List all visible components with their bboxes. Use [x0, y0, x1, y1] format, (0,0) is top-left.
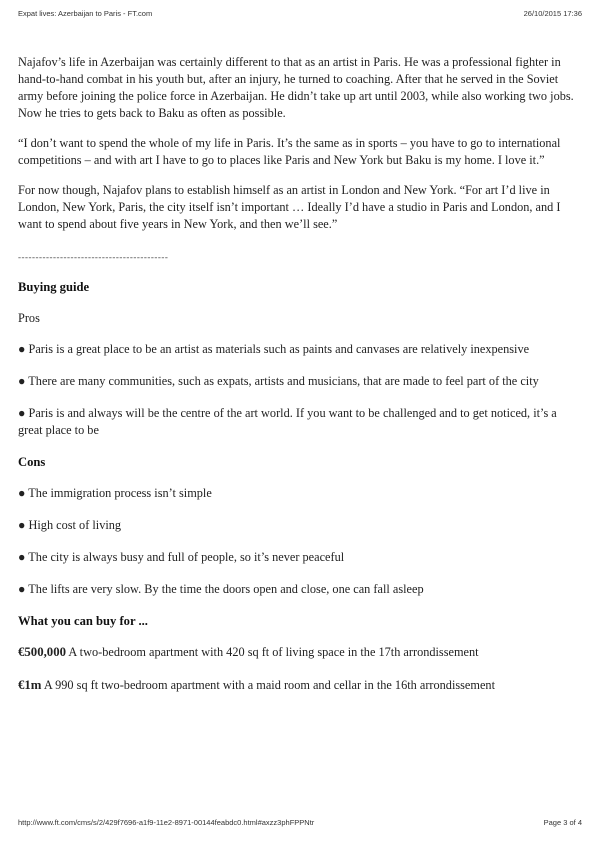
cons-item: ● High cost of living	[18, 518, 122, 532]
price-description: A two-bedroom apartment with 420 sq ft of living space in the 17th arrondissement	[66, 645, 479, 659]
article-paragraph: For now though, Najafov plans to establish himself as an artist in London and New York. “For art I’d live in London, New York, Paris, the city itself isn’t important … Ideally I’d have a studio in Paris and London, and I want to spend about five years in New York, and then we’ll see.”	[18, 183, 561, 231]
section-separator: -------------------------------------------	[18, 252, 169, 262]
article-body	[18, 54, 580, 710]
article-paragraph: Najafov’s life in Azerbaijan was certainly different to that as an artist in Paris. He was a professional fighter in hand-to-hand combat in his youth but, after an injury, he turned to coaching. After that he served in the Soviet army before joining the police force in Azerbaijan. He didn’t take up art until 2003, while also working two jobs. Now he tries to gets back to Baku as often as possible.	[18, 55, 574, 120]
page-number: Page 3 of 4	[543, 818, 582, 827]
pros-item: ● Paris is and always will be the centre of the art world. If you want to be challenged and to get noticed, it’s a great place to be	[18, 406, 557, 437]
cons-heading: Cons	[18, 455, 46, 469]
cons-item: ● The immigration process isn’t simple	[18, 486, 212, 500]
print-footer	[18, 818, 582, 827]
print-datetime: 26/10/2015 17:36	[523, 9, 582, 18]
price-item	[18, 644, 580, 661]
page-url: http://www.ft.com/cms/s/2/429f7696-a1f9-11e2-8971-00144feabdc0.html#axzz3phFPPNtr	[18, 818, 315, 827]
cons-item: ● The lifts are very slow. By the time the doors open and close, one can fall asleep	[18, 582, 424, 596]
pros-item: ● There are many communities, such as expats, artists and musicians, that are made to feel part of the city	[18, 374, 539, 388]
price-value: €1m	[18, 678, 42, 692]
page-title: Expat lives: Azerbaijan to Paris - FT.com	[18, 9, 153, 18]
print-header	[18, 9, 582, 18]
buying-guide-heading: Buying guide	[18, 280, 90, 294]
buy-for-heading: What you can buy for ...	[18, 614, 148, 628]
price-description: A 990 sq ft two-bedroom apartment with a maid room and cellar in the 16th arrondissement	[41, 678, 495, 692]
cons-item: ● The city is always busy and full of people, so it’s never peaceful	[18, 550, 345, 564]
pros-item: ● Paris is a great place to be an artist as materials such as paints and canvases are relatively inexpensive	[18, 342, 530, 356]
price-value: €500,000	[18, 645, 66, 659]
price-item	[18, 677, 580, 694]
article-paragraph: “I don’t want to spend the whole of my life in Paris. It’s the same as in sports – you have to go to international competitions – and with art I have to go to places like Paris and New York but Baku is my home. I love it.”	[18, 136, 561, 167]
pros-label: Pros	[18, 311, 40, 325]
